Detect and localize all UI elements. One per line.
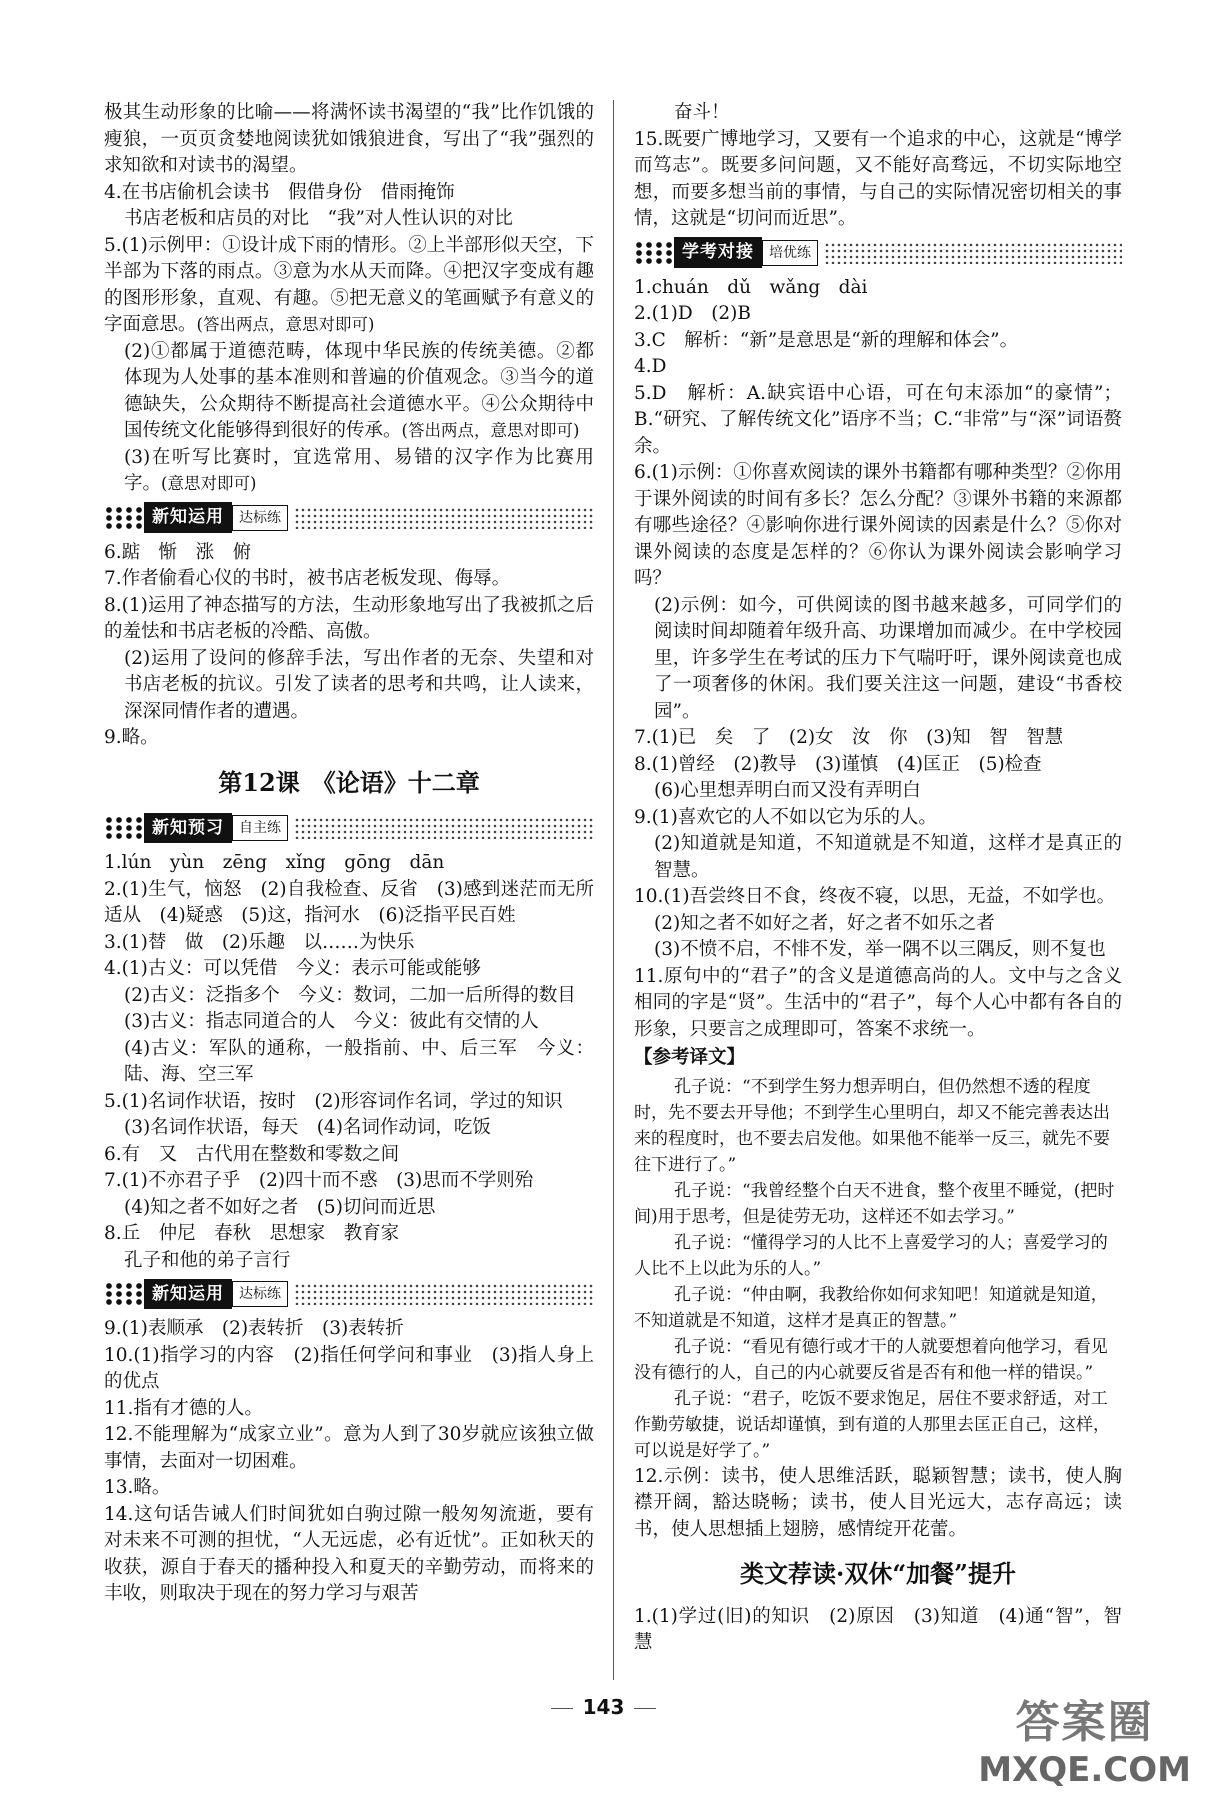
preview-3: 3.(1)替 做 (2)乐趣 以……为快乐 [104,931,415,953]
section-title: 学考对接 [674,237,762,268]
exam-2: 2.(1)D (2)B [634,303,751,324]
reference-translation-tag: 【参考译文】 [634,1047,746,1068]
answer-5a: 5.(1)示例甲：①设计成下雨的情形。②上半部形似天空，下半部为下落的雨点。③意为水从天而降。④把汉字变成有趣的图形形象，直观、有趣。⑤把无意义的笔画赋予有意义的字面意思。(答出两点，意思对即可) [104,234,594,335]
use-13: 13.略。 [104,1477,171,1498]
translation-3: 孔子说：“懂得学习的人比不上喜爱学习的人；喜爱学习的人比不上以此为乐的人。” [634,1232,1108,1279]
preview-8b: 孔子和他的弟子言行 [124,1249,291,1271]
preview-7a: 7.(1)不亦君子乎 (2)四十而不惑 (3)思而不学则殆 [104,1170,534,1191]
hatch-decoration [294,817,594,839]
translation-5: 孔子说：“看见有德行或才干的人就要想着向他学习，看见没有德行的人，自己的内心就要反省是否有和他一样的错误。” [634,1336,1108,1383]
answer-9: 9.略。 [104,727,159,748]
section-header-xinzhi-yunyong-2 [104,1278,594,1310]
answer-8b: (2)运用了设问的修辞手法，写出作者的无奈、失望和对书店老板的抗议。引发了读者的思考和共鸣，让人读来，深深同情作者的遭遇。 [124,647,594,722]
section-subtitle: 培优练 [762,240,818,266]
exam-1: 1.chuán dǔ wǎng dài [634,276,868,298]
preview-6: 6.有 又 古代用在整数和零数之间 [104,1143,400,1165]
exam-3: 3.C 解析：“新”是意思是“新的理解和体会”。 [634,329,1019,351]
answer-5b: (2)①都属于道德范畴，体现中华民族的传统美德。②都体现为人处事的基本准则和普遍的价值观念。③当今的道德缺失，公众期待不断提高社会道德水平。④公众期待中国传统文化能够得到很好的传承。(答出两点，意思对即可) [124,340,594,441]
watermark-logo [978,1686,1191,1790]
reading-1: 1.(1)学过(旧)的知识 (2)原因 (3)知道 (4)通“智”，智慧 [634,1605,1122,1653]
section-subtitle: 自主练 [232,815,288,841]
exam-7: 7.(1)已 矣 了 (2)女 汝 你 (3)知 智 智慧 [634,727,1064,748]
hatch-decoration [294,1283,594,1305]
section-title: 新知运用 [144,502,232,533]
section-title: 新知预习 [144,813,232,844]
column-divider [613,100,614,1680]
exam-6a: 6.(1)示例：①你喜欢阅读的课外书籍都有哪种类型？②你用于课外阅读的时间有多长？怎么分配？③课外书籍的来源都有哪些途径？④影响你进行课外阅读的因素是什么？⑤你对课外阅读的态度是怎样的？⑥你认为课外阅读会影响学习吗？ [634,462,1122,589]
preview-4d: (4)古义：军队的通称，一般指前、中、后三军 今义：陆、海、空三军 [124,1037,594,1085]
exam-10a: 10.(1)吾尝终日不食，终夜不寝，以思，无益，不如学也。 [634,886,1116,907]
use-12: 12.不能理解为“成家立业”。意为人到了30岁就应该独立做事情，去面对一切困难。 [104,1424,594,1472]
answer-6: 6.踮 惭 涨 俯 [104,541,252,563]
hatch-decoration [294,507,594,529]
dots-icon [104,1282,144,1306]
left-intro: 极其生动形象的比喻——将满怀读书渴望的“我”比作饥饿的瘦狼，一页页贪婪地阅读犹如饿狼进食，写出了“我”强烈的求知欲和对读书的渴望。 [104,102,594,176]
lesson-title-2: 类文荐读·双休“加餐”提升 [740,1559,1016,1588]
translation-2: 孔子说：“我曾经整个白天不进食，整个夜里不睡觉，(把时间)用于思考，但是徒劳无功，这样还不如去学习。” [634,1180,1115,1227]
translation-1: 孔子说：“不到学生努力想弄明白，但仍然想不透的程度时，先不要去开导他；不到学生心里明白，却又不能完善表达出来的程度时，也不要去启发他。如果他不能举一反三，就先不要往下进行了。” [634,1076,1110,1175]
section-subtitle: 达标练 [232,505,288,531]
watermark-line1: 答案圈 [1015,1697,1154,1748]
preview-4b: (2)古义：泛指多个 今义：数词，二加一后所得的数目 [124,984,576,1006]
dots-icon [634,241,674,265]
answer-5c: (3)在听写比赛时，宜选常用、易错的汉字作为比赛用字。(意思对即可) [124,446,594,494]
hatch-decoration [824,242,1122,264]
preview-5a: 5.(1)名词作状语，按时 (2)形容词作名词，学过的知识 [104,1090,563,1112]
section-header-xuekao-duijie [634,237,1122,269]
use-14: 14.这句话告诫人们时间犹如白驹过隙一般匆匆流逝，要有对未来不可测的担忧，“人无远虑，必有近忧”。正如秋天的收获，源自于春天的播种投入和夏天的辛勤劳动，而将来的丰收，则取决于现在的努力学习与艰苦 [104,1503,594,1604]
exam-9a: 9.(1)喜欢它的人不如以它为乐的人。 [634,806,937,828]
use-11: 11.指有才德的人。 [104,1397,263,1419]
section-subtitle: 达标练 [232,1281,288,1307]
preview-1: 1.lún yùn zēng xǐng gōng dān [104,852,445,873]
lesson-title: 第12课 《论语》十二章 [218,767,480,797]
translation-4: 孔子说：“仲由啊，我教给你如何求知吧！知道就是知道，不知道就是不知道，这样才是真正的智慧。” [634,1284,1108,1331]
section-title: 新知运用 [144,1279,232,1310]
use-9: 9.(1)表顺承 (2)表转折 (3)表转折 [104,1318,404,1339]
exam-8a: 8.(1)曾经 (2)教导 (3)谨慎 (4)匡正 (5)检查 [634,753,1042,775]
exam-8b: (6)心里想弄明白而又没有弄明白 [654,780,921,801]
exam-11: 11.原句中的“君子”的含义是道德高尚的人。文中与之含义相同的字是“贤”。生活中的“君子”，每个人心中都有各自的形象，只要言之成理即可，答案不求统一。 [634,965,1122,1040]
dots-icon [104,816,144,840]
preview-4a: 4.(1)古义：可以凭借 今义：表示可能或能够 [104,958,481,979]
preview-4c: (3)古义：指志同道合的人 今义：彼此有交情的人 [124,1011,539,1032]
answer-15: 15.既要广博地学习，又要有一个追求的中心，这就是“博学而笃志”。既要多问问题，又不能好高骛远，不切实际地空想，而要多想当前的事情，与自己的实际情况密切相关的事情，这就是“切问而近思”。 [634,128,1122,229]
exam-5: 5.D 解析：A.缺宾语中心语，可在句末添加“的豪情”；B.“研究、了解传统文化”语序不当；C.“非常”与“深”词语赘余。 [634,382,1122,457]
exam-4: 4.D [634,356,667,377]
preview-7b: (4)知之者不如好之者 (5)切问而近思 [124,1196,436,1218]
answer-4a: 4.在书店偷机会读书 假借身份 借雨掩饰 [104,181,455,203]
dots-icon [104,506,144,530]
section-header-xinzhi-yunyong [104,502,594,534]
exam-9b: (2)知道就是知道，不知道就是不知道，这样才是真正的智慧。 [654,833,1122,881]
left-column [104,100,594,1608]
translation-6: 孔子说：“君子，吃饭不要求饱足，居住不要求舒适，对工作勤劳敏捷，说话却谨慎，到有道的人那里去匡正自己，这样，可以说是好学了。” [634,1388,1110,1461]
answer-8a: 8.(1)运用了神态描写的方法，生动形象地写出了我被抓之后的羞怯和书店老板的冷酷、高傲。 [104,594,594,642]
answer-4b: 书店老板和店员的对比 “我”对人性认识的对比 [124,208,513,229]
preview-8a: 8.丘 仲尼 春秋 思想家 教育家 [104,1223,400,1244]
preview-5b: (3)名词作状语，每天 (4)名词作动词，吃饭 [124,1117,491,1138]
preview-2: 2.(1)生气，恼怒 (2)自我检查、反省 (3)感到迷茫而无所适从 (4)疑惑 (5)这，指河水 (6)泛指平民百姓 [104,878,594,926]
section-header-xinzhi-yuxi [104,812,594,844]
continuation: 奋斗！ [674,102,730,123]
exam-6b: (2)示例：如今，可供阅读的图书越来越多，可同学们的阅读时间却随着年级升高、功课增加而减少。在中学校园里，许多学生在考试的压力下气喘吁吁，课外阅读竟也成了一项奢侈的休闲。我们要关注这一问题，建设“书香校园”。 [654,594,1122,722]
watermark-line2: MXQE.COM [978,1750,1191,1790]
exam-10b: (2)知之者不如好之者，好之者不如乐之者 [654,912,995,934]
page-number: 143 [0,1695,1207,1719]
exam-12: 12.示例：读书，使人思维活跃，聪颖智慧；读书，使人胸襟开阔，豁达晓畅；读书，使人目光远大，志存高远；读书，使人思想插上翅膀，感情绽开花蕾。 [634,1465,1122,1540]
exam-10c: (3)不愤不启，不悱不发，举一隅不以三隅反，则不复也 [654,939,1106,960]
answer-7: 7.作者偷看心仪的书时，被书店老板发现、侮辱。 [104,568,511,589]
right-column [634,100,1122,1657]
use-10: 10.(1)指学习的内容 (2)指任何学问和事业 (3)指人身上的优点 [104,1344,594,1392]
